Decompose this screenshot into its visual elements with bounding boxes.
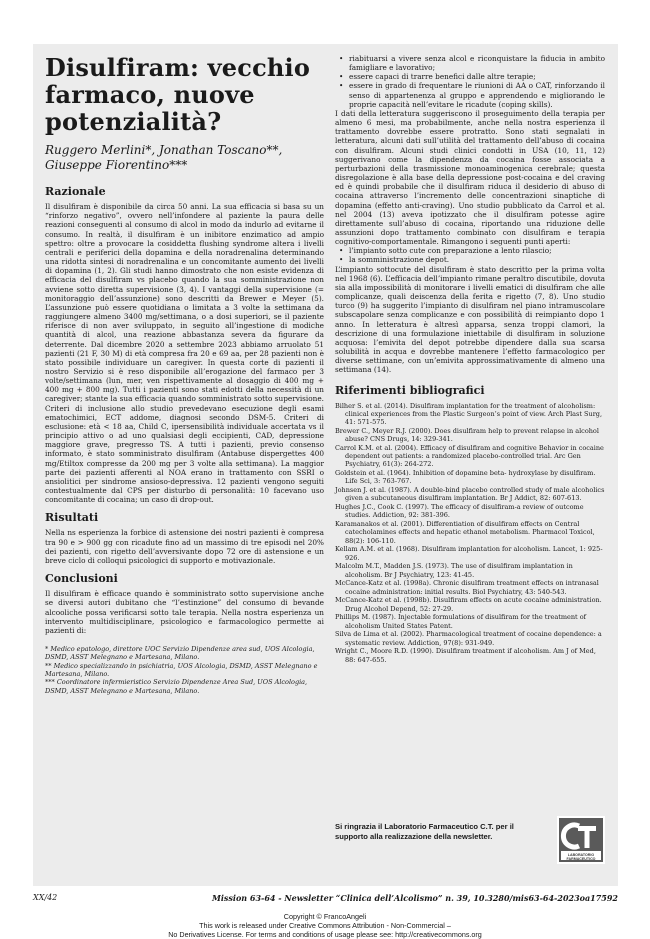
- references-list: [335, 402, 605, 664]
- article-authors: Ruggero Merlini*, Jonathan Toscano**, Giuseppe Fiorentino***: [45, 143, 283, 172]
- section-conclusioni: [45, 574, 324, 635]
- section-heading: Conclusioni: [45, 572, 118, 586]
- ct-laboratorio-logo: [557, 816, 605, 864]
- author-note: ** Medico specializzando in psichiatria, UOS Alcologia, DSMD, ASST Melegnano e Martesana, Milano.: [45, 661, 318, 678]
- acknowledgement: Si ringrazia il Laboratorio Farmaceutico C.T. per il supporto alla realizzazione della newsletter.: [335, 822, 514, 841]
- license-line: No Derivatives License. For terms and conditions of usage please see: http://creativecommons.org: [168, 930, 482, 939]
- reference-item: Hughes J.C., Cook C. (1997). The efficacy of disulfiram-a review of outcome studies. Addiction, 92: 381-396.: [335, 503, 584, 520]
- author-notes: [45, 645, 324, 695]
- bullet-item: • l’impianto sotto cute con preparazione a lento rilascio;: [349, 246, 605, 255]
- reference-item: Bilher S. et al. (2014). Disulfiram implantation for the treatment of alcoholism: clinical experiences from the Plastic Surgeon’s point of view. Arch Plast Surg, 41: 571-575.: [335, 401, 603, 427]
- bullet-list: [335, 54, 605, 109]
- page-number: XX/42: [33, 893, 58, 902]
- reference-item: Kellam A.M. et al. (1968). Disulfiram implantation for alcoholism. Lancet, 1: 925-926.: [335, 545, 603, 562]
- author-note: * Medico epatologo, direttore UOC Servizio Dipendenze area sud, UOS Alcologia, DSMD, ASST Melegnano e Martesana, Milano.: [45, 645, 315, 662]
- logo-caption: LABORATORIO FARMACEUTICO: [566, 853, 596, 861]
- reference-item: McCance-Katz et al. (1998b). Disulfiram effects on acute cocaine administration. Drug Alcohol Depend, 52: 27-29.: [335, 596, 602, 613]
- right-column: [335, 54, 605, 664]
- section-text: Il disulfiram è disponibile da circa 50 anni. La sua efficacia si basa su un “rinforzo negativo”, ovvero nell’infondere al paziente la paura delle reazioni conseguenti al consumo di alcol in modo da indurlo ad evitarne il consumo. In realtà, il disulfiram è un inibitore enzimatico ad ampio spettro: oltre a provocare la cosiddetta flushing syndrome altera i livelli centrali e periferici della dopamina e della noradrenalina determinando una ridotta sintesi di noradrenalina e un concomitante aumento dei livelli di dopamina (1, 2). Gli studi hanno dimostrato che non esiste evidenza di efficacia del disulfiram vs placebo quando la sua somministrazione non avviene sotto diretta supervisione (3, 4). I vantaggi della supervisione (= monitoraggio dell’assunzione) sono descritti da Brewer e Meyer (5). L’assunzione può essere quotidiana o limitata a 3 volte la settimana da raggiungere almeno 3400 mg/settimana, o a dosi superiori, se il paziente riferisce di non aver sviluppato, in seguito all’ingestione di modiche quantità di alcol, una reazione abbastanza severa da figurare da deterrente. Dal dicembre 2020 a settembre 2023 abbiamo arruolato 51 pazienti (21 F, 30 M) di età compresa fra 20 e 69 aa, per 28 pazienti non è stato possibile individuare un caregiver. In questa corte di pazienti il nostro Servizio si è reso disponibile all’erogazione del farmaco per 3 volte/settimana (lun, mer, ven rispettivamente al dosaggio di 400 mg + 400 mg + 800 mg). Tutti i pazienti sono stati edotti della necessità di un caregiver; stante la sua efficacia quando somministrato sotto supervisione. Criteri di inclusione allo studio prevedevano esecuzione degli esami ematochimici, ECT addome, diagnosi secondo DSM-5. Criteri di esclusione: età < 18 aa, Child C, ipersensibilità individuale accertata vs il principio attivo o ad uno qualsiasi degli eccipienti, CAD, depressione maggiore grave, pregresso TS. A tutti i pazienti, previo consenso informato, è stato somministrato disulfiram (Antabuse dispergettes 400 mg/Etiltox compresse da 200 mg per 3 volte alla settimana). La maggior parte dei pazienti afferenti al NOA erano in trattamento con SSRI o ansiolitici per sindrome ansioso-depressiva. 12 pazienti vengono seguiti contestualmente dal CPS per disturbo di personalità: 10 facevano uso concomitante di cocaina; un caso di drop-out.: [45, 202, 324, 505]
- reference-item: McCance-Katz et al. (1998a). Chronic disulfiram treatment effects on intranasal cocaine administration: initial results. Biol Psychiatry, 43: 540-543.: [335, 579, 599, 596]
- article-title: Disulfiram: vecchio farmaco, nuove potenzialità?: [45, 53, 311, 136]
- reference-item: Phillips M. (1987). Injectable formulations of disulfiram for the treatment of alcoholism United States Patent.: [335, 613, 587, 630]
- section-text: Nella ns esperienza la forbice di astensione dei nostri pazienti è compresa tra 90 e > 900 gg con ricadute fino ad un massimo di tre episodi nel 20% dei pazienti, con rigetto dell’avversivante dopo 72 ore di astensione e un breve ciclo di colloqui psicologici di supporto e motivazionale.: [45, 528, 324, 565]
- body-paragraph: I dati della letteratura suggeriscono il proseguimento della terapia per almeno 6 mesi, ma probabilmente, anche nella nostra esperienza il trattamento dovrebbe essere protratto. Sono stati segnalati in letteratura, alcuni dati sull’utilità del trattamento dell’abuso di cocaina con disulfiram. Alcuni studi clinici condotti in USA (10, 11, 12) suggerivano come la dipendenza da cocaina fosse associata a perturbazioni della trasmissione monoaminogenica cerebrale; questa disregolazione è alla base della depressione post-cocaina e del craving ed è quindi probabile che il disulfiram riduca il desiderio di abuso di cocaina attraverso l’incremento delle concentrazioni sinaptiche di dopamina (effetto anti-craving). Uno studio pubblicato da Carrol et al. nel 2004 (13) aveva ipotizzato che il disulfiram potesse agire direttamente sull’abuso di cocaina, riportando una riduzione delle assunzioni dopo trattamento combinato con disulfiram e terapia cognitivo-comportamentale. Rimangono i seguenti punti aperti:: [335, 108, 605, 247]
- reference-item: Carrol K.M. et al. (2004). Efficacy of disulfiram and cognitive Behavior in cocaine dependent out patients: a randomized placebo-controlled trial. Arc Gen Psychiatry, 61(3): 264-272.: [335, 443, 604, 469]
- reference-item: Malcolm M.T., Madden J.S. (1973). The use of disulfiram implantation in alcoholism. Br J Psychiatry, 123: 41-45.: [335, 562, 573, 579]
- author-note: *** Coordinatore infermieristico Servizio Dipendenze Area Sud, UOS Alcologia, DSMD, ASST Melegnano e Martesana, Milano.: [45, 678, 308, 695]
- copyright-line: Copyright © FrancoAngeli: [283, 912, 367, 921]
- references-heading: Riferimenti bibliografici: [335, 384, 485, 398]
- left-column: [45, 54, 324, 695]
- reference-item: Brewer C., Meyer R.J. (2000). Does disulfiram help to prevent relapse in alcohol abuse? CNS Drugs, 14: 329-341.: [335, 426, 599, 444]
- reference-item: Wright C., Moore R.D. (1990). Disulfiram treatment if alcoholism. Am J of Med, 88: 647-655.: [335, 647, 596, 664]
- section-risultati: [45, 513, 324, 565]
- article-panel: [33, 44, 618, 886]
- reference-item: Silva de Lima et al. (2002). Pharmacological treatment of cocaine dependence: a systematic review. Addiction, 97(8): 931-949.: [335, 630, 602, 647]
- reference-item: Johnsen J. et al. (1987). A double-bind placebo controlled study of male alcoholics given a subcutaneous disulfiram implantation. Br J Addict, 82: 607-613.: [335, 486, 605, 503]
- license-line: This work is released under Creative Commons Attribution - Non-Commercial –: [199, 921, 451, 930]
- section-text: Il disulfiram è efficace quando è somministrato sotto supervisione anche se diversi autori dubitano che “l’estinzione” del consumo di bevande alcooliche possa verificarsi sotto tale terapia. Nella nostra esperienza un intervento multidisciplinare, psicologico e farmacologico permette ai pazienti di:: [45, 589, 324, 635]
- bullet-item: • essere capaci di trarre benefici dalle altre terapie;: [349, 72, 605, 81]
- bullet-item: • essere in grado di frequentare le riunioni di AA o CAT, rinforzando il senso di appartenenza al gruppo e apprendendo e migliorando le proprie capacità nell’evitare le ricadute (coping skills).: [349, 81, 605, 108]
- copyright-block: [0, 912, 650, 939]
- section-razionale: [45, 187, 324, 504]
- journal-citation: Mission 63-64 - Newsletter “Clinica dell’Alcolismo” n. 39, 10.3280/mis63-64-2023oa17592: [212, 893, 618, 903]
- body-paragraph: L’impianto sottocute del disulfiram è stato descritto per la prima volta nel 1968 (6). L’efficacia dell’impianto rimane peraltro discutibile, dovuta sia alla impossibilità di monitorare i livelli ematici di disulfiram che alle complicanze, quali deiscenza della ferita e rigetto (7, 8). Uno studio turco (9) ha suggerito l’impianto di disulfiram nel piano intramuscolare subscapolare senza complicanze e con possibilità di reimpianto dopo 1 anno. In letteratura è altresì apparsa, senza troppi clamori, la descrizione di una formulazione iniettabile di disulfiram in soluzione acquosa: l’emivita del depot potrebbe dipendere dalla sua scarsa solubilità in acqua e dovrebbe mantenere l’effetto farmacologico per diverse settimane, con un’emivita approssimativamente di almeno una settimana (14).: [335, 264, 605, 375]
- bullet-item: • riabituarsi a vivere senza alcol e riconquistare la fiducia in ambito famigliare e lavorativo;: [349, 54, 605, 72]
- reference-item: Karamanakos et al. (2001). Differentiation of disulfiram effects on Central catecholamines effects and hepatic ethanol metabolism. Pharmacol Toxicol, 88(2): 106-110.: [335, 520, 595, 545]
- reference-item: Goldstein et al. (1964). Inhibition of dopamine beta- hydroxylase by disulfiram. Life Sci, 3: 763-767.: [335, 469, 596, 486]
- section-heading: Razionale: [45, 185, 106, 198]
- section-heading: Risultati: [45, 511, 99, 525]
- bullet-list: [335, 246, 605, 264]
- bullet-item: • la somministrazione depot.: [349, 255, 605, 264]
